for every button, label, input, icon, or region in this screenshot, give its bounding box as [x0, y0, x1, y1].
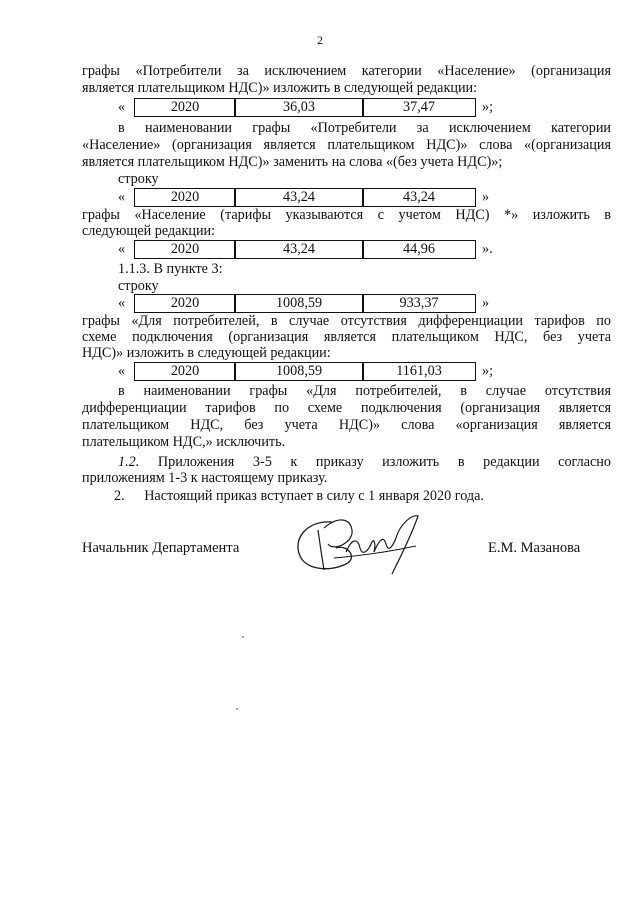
paragraph-1-2 [118, 455, 611, 470]
text-line: графы «Население (тарифы указываются с учетом НДС) *» изложить в [82, 207, 611, 223]
text-line: графы «Потребители за исключением категории «Население» (организация [82, 63, 611, 79]
close-quote: » [482, 189, 490, 205]
text-line: графы «Для потребителей, в случае отсутствия дифференциации тарифов по [82, 313, 611, 329]
table-cell-value: 1008,59 [234, 362, 364, 381]
table-cell-year: 2020 [134, 294, 236, 313]
open-quote: « [118, 363, 126, 379]
paragraph-text: Приложения 3-5 к приказу изложить в редакции согласно [157, 454, 611, 470]
table-cell-value: 43,24 [362, 188, 476, 207]
table-cell-value: 44,96 [362, 240, 476, 259]
close-quote: » [482, 295, 490, 311]
text-line: 1.1.3. В пункте 3: [118, 261, 223, 277]
paragraph-2 [114, 489, 484, 504]
table-cell-value: 1008,59 [234, 294, 364, 313]
paragraph-number: 1.2. [118, 454, 140, 470]
table-cell-year: 2020 [134, 98, 236, 117]
open-quote: « [118, 189, 126, 205]
table-cell-value: 43,24 [234, 240, 364, 259]
page-number: 2 [317, 33, 323, 47]
open-quote: « [118, 241, 126, 257]
table-cell-value: 36,03 [234, 98, 364, 117]
text-line: приложениям 1-3 к настоящему приказу. [82, 470, 328, 486]
signer-title: Начальник Департамента [82, 540, 240, 556]
text-line: дифференциации тарифов по схеме подключения (организация является [82, 400, 611, 416]
text-line: следующей редакции: [82, 223, 216, 239]
text-line: плательщиком НДС,» исключить. [82, 434, 286, 450]
text-line: строку [118, 278, 159, 294]
table-cell-value: 1161,03 [362, 362, 476, 381]
text-line: плательщиком НДС, без учета НДС)» слова «организация является [82, 417, 611, 433]
close-quote: »; [482, 363, 494, 379]
scan-speck [236, 708, 238, 710]
paragraph-text: Настоящий приказ вступает в силу с 1 января 2020 года. [144, 488, 484, 504]
table-cell-year: 2020 [134, 362, 236, 381]
signer-name: Е.М. Мазанова [488, 540, 581, 556]
scan-speck [242, 636, 244, 638]
handwritten-signature [288, 508, 433, 578]
paragraph-number: 2. [114, 488, 125, 504]
text-line: строку [118, 171, 159, 187]
text-line: является плательщиком НДС)» изложить в следующей редакции: [82, 80, 478, 96]
close-quote: ». [482, 241, 493, 257]
text-line: в наименовании графы «Потребители за исключением категории [118, 120, 611, 136]
open-quote: « [118, 295, 126, 311]
table-cell-value: 37,47 [362, 98, 476, 117]
close-quote: »; [482, 99, 494, 115]
table-cell-value: 933,37 [362, 294, 476, 313]
text-line: является плательщиком НДС)» заменить на слова «(без учета НДС)»; [82, 154, 503, 170]
text-line: в наименовании графы «Для потребителей, в случае отсутствия [118, 383, 611, 399]
text-line: схеме подключения (организация является плательщиком НДС, без учета [82, 329, 611, 345]
table-cell-year: 2020 [134, 240, 236, 259]
open-quote: « [118, 99, 126, 115]
text-line: «Население» (организация является плательщиком НДС)» слова «(организация [82, 137, 611, 153]
table-cell-year: 2020 [134, 188, 236, 207]
table-cell-value: 43,24 [234, 188, 364, 207]
text-line: НДС)» изложить в следующей редакции: [82, 345, 331, 361]
